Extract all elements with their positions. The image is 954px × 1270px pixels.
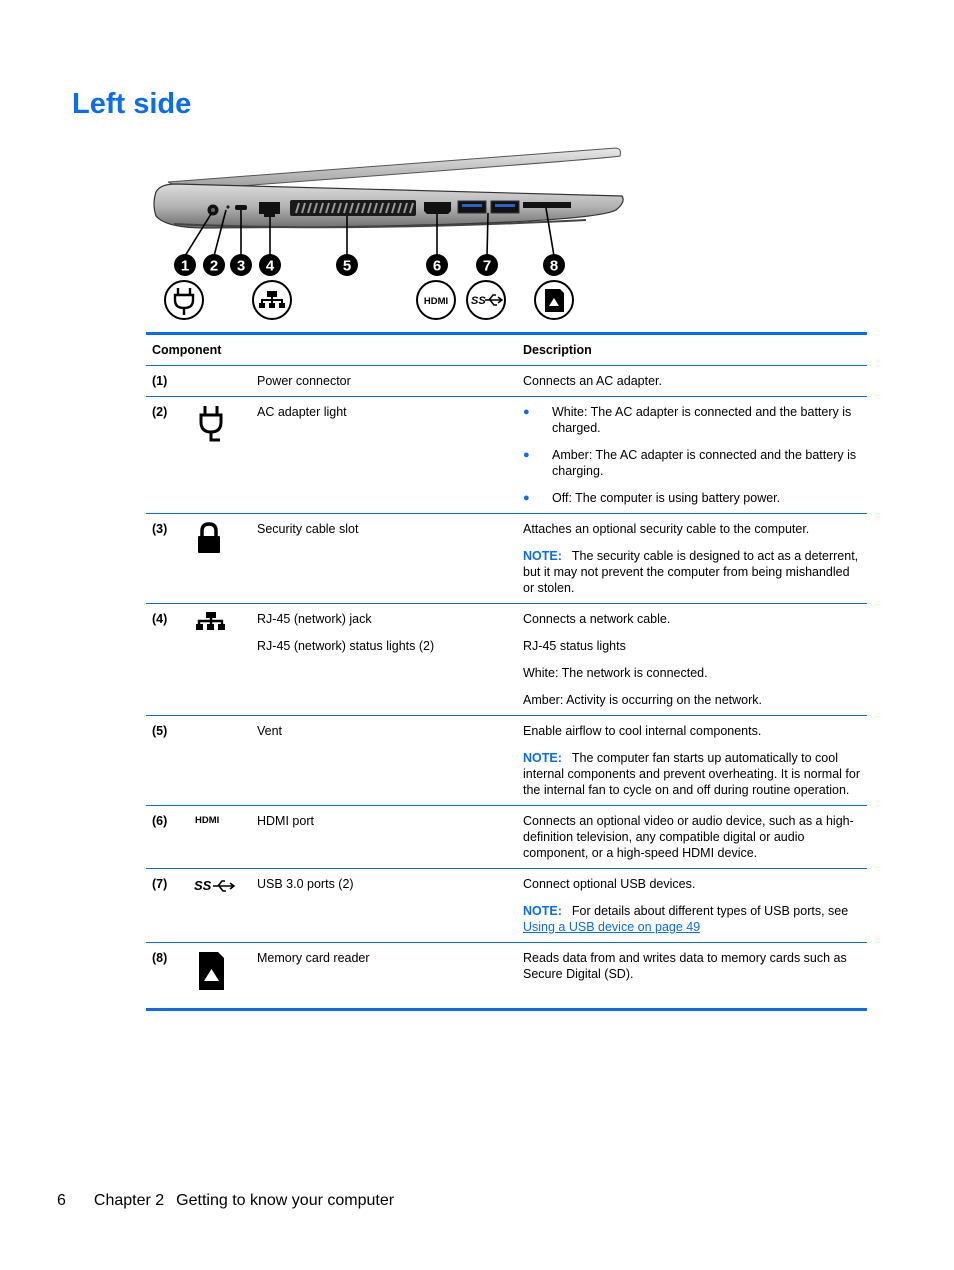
table-row (146, 514, 867, 604)
note-label: NOTE: (523, 751, 562, 765)
svg-text:8: 8 (549, 257, 559, 275)
component-name: USB 3.0 ports (2) (251, 869, 517, 943)
row-number: (5) (146, 716, 194, 806)
status-list (523, 404, 863, 506)
row-number: (3) (146, 514, 194, 604)
note-text: For details about different types of USB ports, see (571, 904, 849, 918)
callout-4 (259, 254, 281, 276)
header-component: Component (146, 334, 517, 366)
ac-adapter-light (226, 205, 229, 208)
component-name: Memory card reader (251, 943, 517, 1010)
description: Connects a network cable. (523, 612, 671, 626)
list-item: ● White: The AC adapter is connected and the battery is charged. (523, 404, 863, 436)
list-item: ● Amber: The AC adapter is connected and the battery is charging. (523, 447, 863, 479)
note (523, 548, 863, 596)
memory-card-icon (194, 950, 228, 992)
component-name-secondary: RJ-45 (network) status lights (2) (257, 639, 435, 653)
description: Reads data from and writes data to memory cards such as Secure Digital (SD). (523, 951, 847, 981)
callout-8 (543, 254, 565, 276)
svg-text:HDMI: HDMI (195, 815, 220, 826)
hdmi-icon (194, 813, 234, 827)
svg-text:1: 1 (180, 257, 190, 275)
hdmi-icon (417, 281, 455, 319)
page-number: 6 (57, 1192, 66, 1209)
security-slot (235, 205, 247, 210)
power-plug-icon (165, 281, 203, 319)
callout-7 (476, 254, 498, 276)
description: Connects an AC adapter. (523, 374, 662, 388)
table-row (146, 366, 867, 397)
svg-text:6: 6 (432, 257, 442, 275)
note (523, 903, 863, 935)
callout-1 (174, 254, 196, 276)
svg-text:5: 5 (342, 257, 352, 275)
svg-text:3: 3 (236, 257, 246, 275)
svg-text:2: 2 (209, 257, 219, 275)
table-header-row (146, 334, 867, 366)
description: White: The network is connected. (523, 666, 708, 680)
note-text: The computer fan starts up automatically to cool internal components and prevent overheating. It is normal for the internal fan to cycle on and off during routine operation. (523, 751, 860, 797)
row-number: (2) (146, 397, 194, 514)
svg-text:HDMI: HDMI (423, 296, 449, 307)
description: Attaches an optional security cable to the computer. (523, 522, 810, 536)
component-name: Vent (251, 716, 517, 806)
table-row (146, 943, 867, 1010)
note-label: NOTE: (523, 549, 562, 563)
row-number: (6) (146, 806, 194, 869)
callout-2 (203, 254, 225, 276)
memory-card-icon (535, 281, 573, 319)
table-row (146, 604, 867, 716)
component-name: Power connector (251, 366, 517, 397)
callout-6 (426, 254, 448, 276)
svg-text:4: 4 (265, 257, 275, 275)
network-icon (253, 281, 291, 319)
svg-text:SS: SS (471, 295, 486, 307)
usb-device-link[interactable]: Using a USB device on page 49 (523, 920, 701, 934)
network-icon (194, 611, 228, 633)
usb-ss-icon (194, 876, 236, 894)
laptop-left-side-figure (146, 140, 636, 326)
description: Connect optional USB devices. (523, 877, 696, 891)
svg-text:7: 7 (482, 257, 492, 275)
callout-3 (230, 254, 252, 276)
table-row (146, 716, 867, 806)
memory-card-slot (523, 202, 571, 208)
page-title: Left side (72, 88, 192, 120)
lock-icon (194, 521, 224, 555)
table-row (146, 397, 867, 514)
header-description: Description (517, 334, 867, 366)
description: Amber: Activity is occurring on the network. (523, 693, 762, 707)
component-name: HDMI port (251, 806, 517, 869)
power-plug-icon (194, 404, 228, 444)
list-item: ● Off: The computer is using battery power. (523, 490, 863, 506)
page-footer (57, 1192, 394, 1210)
note (523, 750, 863, 798)
description: Enable airflow to cool internal components. (523, 724, 762, 738)
table-row (146, 806, 867, 869)
svg-text:SS: SS (194, 878, 212, 893)
description: RJ-45 status lights (523, 639, 626, 653)
components-table (146, 332, 867, 1011)
component-name: AC adapter light (251, 397, 517, 514)
note-text: The security cable is designed to act as a deterrent, but it may not prevent the computer from being mishandled or stolen. (523, 549, 859, 595)
row-number: (7) (146, 869, 194, 943)
vent (290, 200, 416, 216)
description: Connects an optional video or audio device, such as a high-definition television, any compatible digital or audio component, or a high-speed HDMI device. (523, 814, 854, 860)
component-name: RJ-45 (network) jack (257, 612, 372, 626)
row-number: (4) (146, 604, 194, 716)
chapter-title: Getting to know your computer (176, 1192, 395, 1209)
note-label: NOTE: (523, 904, 562, 918)
hdmi-port-shape (424, 202, 451, 214)
usb-ss-icon (467, 281, 505, 319)
row-number: (1) (146, 366, 194, 397)
chapter-label: Chapter 2 (93, 1192, 165, 1209)
callout-5 (336, 254, 358, 276)
row-number: (8) (146, 943, 194, 1010)
component-name: Security cable slot (251, 514, 517, 604)
table-row (146, 869, 867, 943)
